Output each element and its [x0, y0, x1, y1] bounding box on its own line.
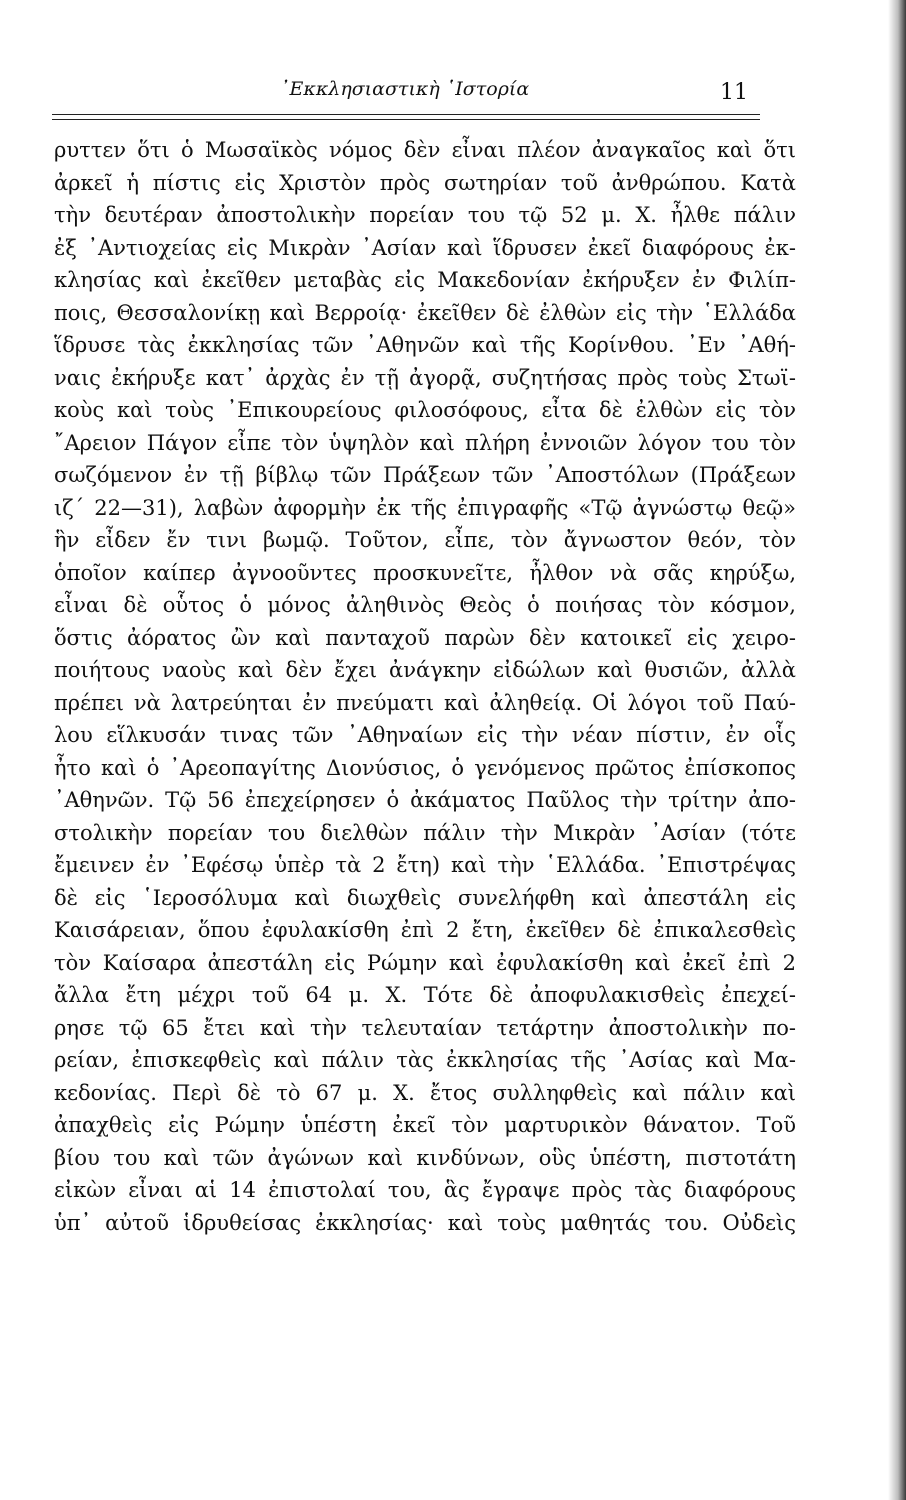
text-line: ἔμεινεν ἐν ᾿Εφέσῳ ὑπὲρ τὰ 2 ἔτη) καὶ τὴν ῾Ελλάδα. ᾿Επιστρέψας — [54, 853, 796, 877]
text-line: ποιήτους ναοὺς καὶ δὲν ἔχει ἀνάγκην εἰδώλων καὶ θυσιῶν, ἀλλὰ — [54, 658, 796, 682]
text-line: τὸν Καίσαρα ἀπεστάλη εἰς Ρώμην καὶ ἐφυλακίσθη καὶ ἐκεῖ ἐπὶ 2 — [54, 950, 796, 975]
text-line: ᾿Αθηνῶν. Τῷ 56 ἐπεχείρησεν ὁ ἀκάματος Παῦλος τὴν τρίτην ἀπο- — [54, 788, 796, 812]
text-line: ρείαν, ἐπισκεφθεὶς καὶ πάλιν τὰς ἐκκλησίας τῆς ᾿Ασίας καὶ Μα- — [54, 1048, 796, 1072]
header-rule-bottom — [52, 119, 760, 120]
running-title: ᾿Εκκλησιαστικὴ ῾Ιστορία — [280, 78, 530, 100]
text-line: ἣν εἶδεν ἔν τινι βωμῷ. Τοῦτον, εἶπε, τὸν ἄγνωστον θεόν, τὸν — [54, 528, 796, 552]
text-line: ῎Αρειον Πάγον εἶπε τὸν ὑψηλὸν καὶ πλήρη ἐννοιῶν λόγον του τὸν — [54, 430, 796, 455]
text-line: σωζόμενον ἐν τῇ βίβλῳ τῶν Πράξεων τῶν ᾿Αποστόλων (Πράξεων — [54, 463, 796, 487]
text-line: ἦτο καὶ ὁ ᾿Αρεοπαγίτης Διονύσιος, ὁ γενόμενος πρῶτος ἐπίσκοπος — [54, 755, 796, 780]
text-line: ἐξ ᾿Αντιοχείας εἰς Μικρὰν ᾿Ασίαν καὶ ἵδρυσεν ἐκεῖ διαφόρους ἐκ- — [54, 235, 796, 260]
text-line: Καισάρειαν, ὅπου ἐφυλακίσθη ἐπὶ 2 ἔτη, ἐκεῖθεν δὲ ἐπικαλεσθεὶς — [54, 918, 796, 942]
text-line: κοὺς καὶ τοὺς ᾿Επικουρείους φιλοσόφους, εἶτα δὲ ἐλθὼν εἰς τὸν — [54, 398, 796, 422]
text-line: ὁποῖον καίπερ ἀγνοοῦντες προσκυνεῖτε, ἦλθον νὰ σᾶς κηρύξω, — [54, 560, 796, 585]
text-line: εἰκὼν εἶναι αἱ 14 ἐπιστολαί του, ἃς ἔγραψε πρὸς τὰς διαφόρους — [54, 1178, 796, 1202]
text-line: ρυττεν ὅτι ὁ Μωσαϊκὸς νόμος δὲν εἶναι πλέον ἀναγκαῖος καὶ ὅτι — [54, 138, 796, 162]
text-line: εἶναι δὲ οὗτος ὁ μόνος ἀληθινὸς Θεὸς ὁ ποιήσας τὸν κόσμον, — [54, 593, 796, 617]
text-line: ιζ´ 22—31), λαβὼν ἀφορμὴν ἐκ τῆς ἐπιγραφῆς «Τῷ ἀγνώστῳ θεῷ» — [54, 495, 796, 520]
page-header — [52, 78, 760, 110]
text-line: ἀρκεῖ ἡ πίστις εἰς Χριστὸν πρὸς σωτηρίαν τοῦ ἀνθρώπου. Κατὰ — [54, 170, 796, 195]
text-line: βίου του καὶ τῶν ἀγώνων καὶ κινδύνων, οὓς ὑπέστη, πιστοτάτη — [54, 1145, 796, 1170]
text-line: λου εἵλκυσάν τινας τῶν ᾿Αθηναίων εἰς τὴν νέαν πίστιν, ἐν οἷς — [54, 723, 796, 747]
text-line: ἄλλα ἔτη μέχρι τοῦ 64 μ. Χ. Τότε δὲ ἀποφυλακισθεὶς ἐπεχεί- — [54, 983, 796, 1007]
text-line: κλησίας καὶ ἐκεῖθεν μεταβὰς εἰς Μακεδονίαν ἐκήρυξεν ἐν Φιλίπ- — [54, 268, 796, 292]
body-text — [54, 134, 796, 1239]
text-line: ἵδρυσε τὰς ἐκκλησίας τῶν ᾿Αθηνῶν καὶ τῆς Κορίνθου. ᾿Εν ᾿Αθή- — [54, 333, 796, 357]
text-line: ναις ἐκήρυξε κατ᾿ ἀρχὰς ἐν τῇ ἀγορᾷ, συζητήσας πρὸς τοὺς Στωϊ- — [54, 365, 796, 390]
page-edge-shadow — [888, 0, 906, 1500]
text-line: τὴν δευτέραν ἀποστολικὴν πορείαν του τῷ 52 μ. Χ. ἦλθε πάλιν — [54, 203, 796, 227]
text-line: πρέπει νὰ λατρεύηται ἐν πνεύματι καὶ ἀληθείᾳ. Οἱ λόγοι τοῦ Παύ- — [54, 690, 796, 715]
header-rule-top — [52, 114, 760, 115]
text-line: ἀπαχθεὶς εἰς Ρώμην ὑπέστη ἐκεῖ τὸν μαρτυρικὸν θάνατον. Τοῦ — [54, 1113, 796, 1137]
text-line: ὅστις ἀόρατος ὢν καὶ πανταχοῦ παρὼν δὲν κατοικεῖ εἰς χειρο- — [54, 625, 796, 650]
text-line: ρησε τῷ 65 ἔτει καὶ τὴν τελευταίαν τετάρτην ἀποστολικὴν πο- — [54, 1015, 796, 1040]
page-number: 11 — [720, 80, 748, 105]
text-line: δὲ εἰς ῾Ιεροσόλυμα καὶ διωχθεὶς συνελήφθη καὶ ἀπεστάλη εἰς — [54, 885, 796, 910]
text-line: στολικὴν πορείαν του διελθὼν πάλιν τὴν Μικρὰν ᾿Ασίαν (τότε — [54, 820, 796, 845]
text-line: ὑπ᾿ αὐτοῦ ἱδρυθείσας ἐκκλησίας· καὶ τοὺς μαθητάς του. Οὐδεὶς — [54, 1210, 796, 1235]
text-line: κεδονίας. Περὶ δὲ τὸ 67 μ. Χ. ἔτος συλληφθεὶς καὶ πάλιν καὶ — [54, 1080, 796, 1105]
text-line: ποις, Θεσσαλονίκῃ καὶ Βερροίᾳ· ἐκεῖθεν δὲ ἐλθὼν εἰς τὴν ῾Ελλάδα — [54, 300, 796, 325]
